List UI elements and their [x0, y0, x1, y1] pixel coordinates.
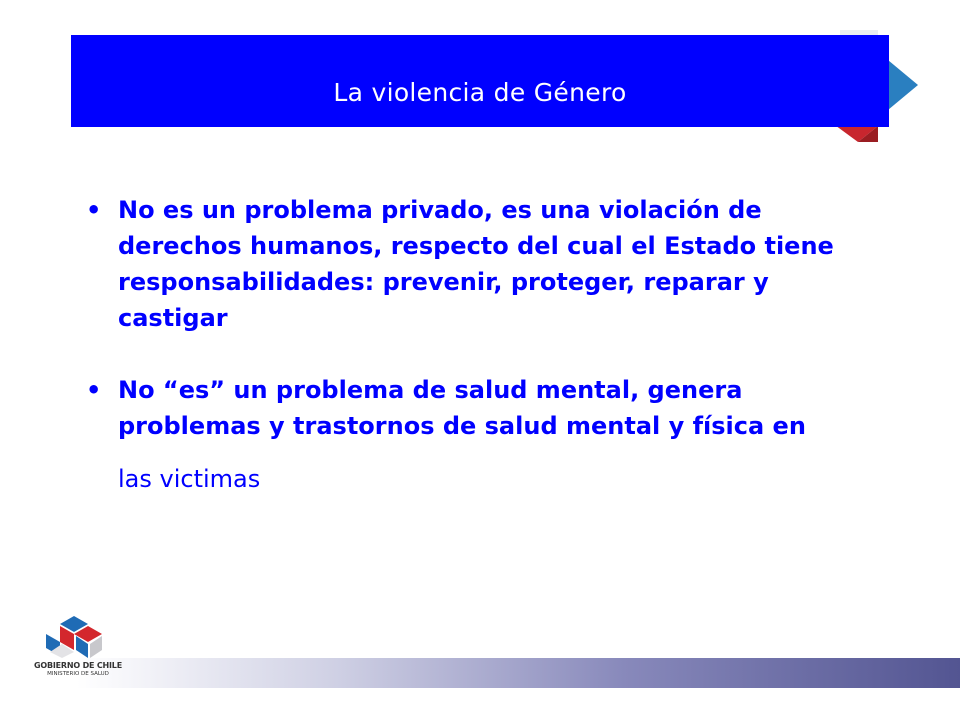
government-logo — [28, 614, 128, 686]
bullet-continuation: las victimas — [118, 465, 261, 493]
gobierno-logo-icon — [44, 614, 104, 660]
page-title: La violencia de Género — [333, 77, 627, 107]
logo-subtitle: MINISTERIO DE SALUD — [47, 671, 109, 677]
bullet-text: No es un problema privado, es una violación de derechos humanos, respecto del cual el Estado tiene responsabilidades: prevenir, proteger, reparar y castigar — [118, 196, 834, 332]
logo-name: GOBIERNO DE CHILE — [34, 661, 122, 670]
bullet-body — [118, 372, 886, 498]
bullet-list — [86, 192, 886, 498]
list-item — [86, 192, 886, 336]
bullet-icon: • — [86, 196, 102, 224]
bullet-text: No “es” un problema de salud mental, genera problemas y trastornos de salud mental y física en — [118, 376, 806, 440]
bullet-icon: • — [86, 376, 102, 404]
header-banner — [71, 35, 889, 127]
list-item — [86, 372, 886, 498]
footer-bar — [0, 658, 960, 688]
